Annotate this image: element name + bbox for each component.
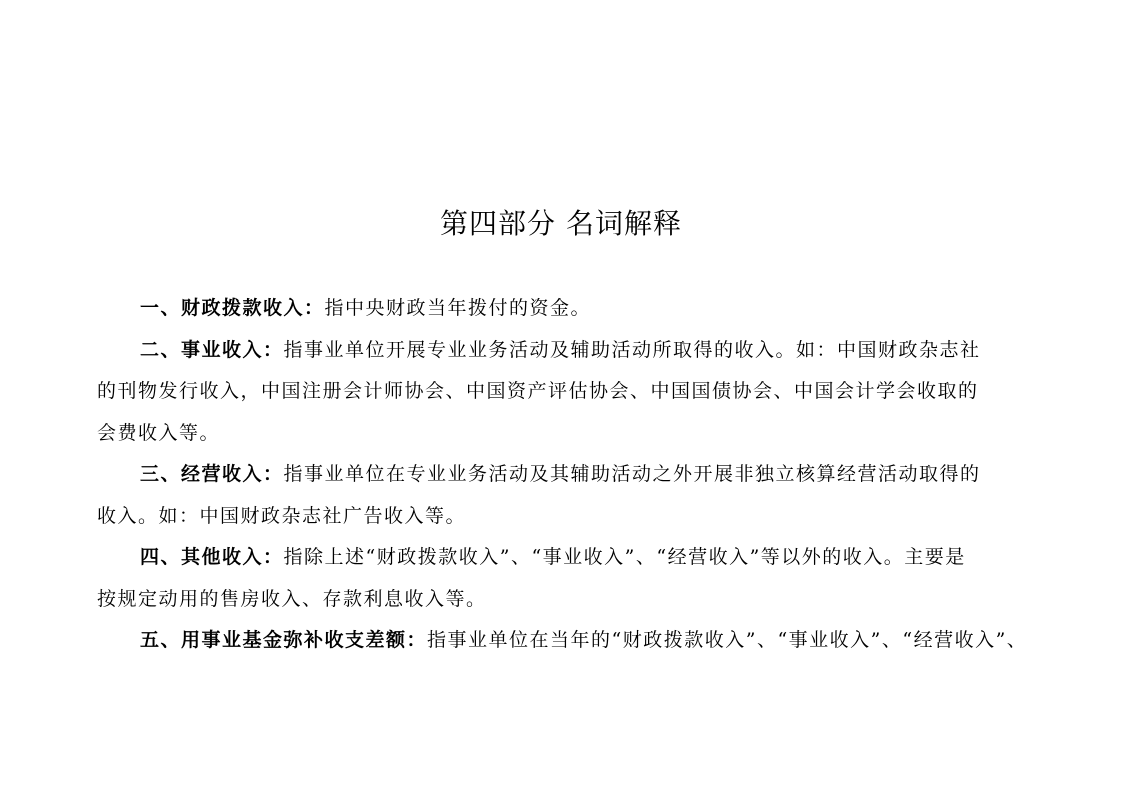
document-body bbox=[97, 288, 1047, 662]
paragraph-text: 指中央财政当年拨付的资金。 bbox=[324, 297, 592, 319]
paragraph-text: 指除上述“财政拨款收入”、“事业收入”、“经营收入”等以外的收入。主要是 bbox=[283, 546, 966, 568]
paragraph-text: 指事业单位开展专业业务活动及辅助活动所取得的收入。如：中国财政杂志社 bbox=[283, 338, 981, 361]
paragraph-operating-income bbox=[97, 454, 1047, 496]
paragraph-text-continued: 会费收入等。 bbox=[97, 421, 221, 444]
paragraph-text-continued: 按规定动用的售房收入、存款利息收入等。 bbox=[97, 587, 487, 610]
term-heading: 四、其他收入： bbox=[140, 546, 284, 568]
paragraph-text: 指事业单位在当年的“财政拨款收入”、“事业收入”、“经营收入”、 bbox=[427, 629, 1028, 651]
term-heading: 五、用事业基金弥补收支差额： bbox=[140, 629, 428, 651]
term-heading: 一、财政拨款收入： bbox=[140, 297, 325, 319]
paragraph-fiscal-appropriation-income bbox=[97, 288, 1047, 330]
paragraph-text-continued: 收入。如：中国财政杂志社广告收入等。 bbox=[97, 504, 467, 527]
page-title: 第四部分 名词解释 bbox=[440, 207, 682, 240]
term-heading: 三、经营收入： bbox=[140, 463, 284, 485]
paragraph-other-income bbox=[97, 537, 1047, 579]
paragraph-business-fund-offset bbox=[97, 620, 1047, 662]
paragraph-text-continued: 的刊物发行收入，中国注册会计师协会、中国资产评估协会、中国国债协会、中国会计学会收取的 bbox=[97, 380, 979, 402]
term-heading: 二、事业收入： bbox=[140, 338, 284, 361]
paragraph-business-income bbox=[97, 330, 1047, 372]
paragraph-text: 指事业单位在专业业务活动及其辅助活动之外开展非独立核算经营活动取得的 bbox=[283, 463, 981, 485]
